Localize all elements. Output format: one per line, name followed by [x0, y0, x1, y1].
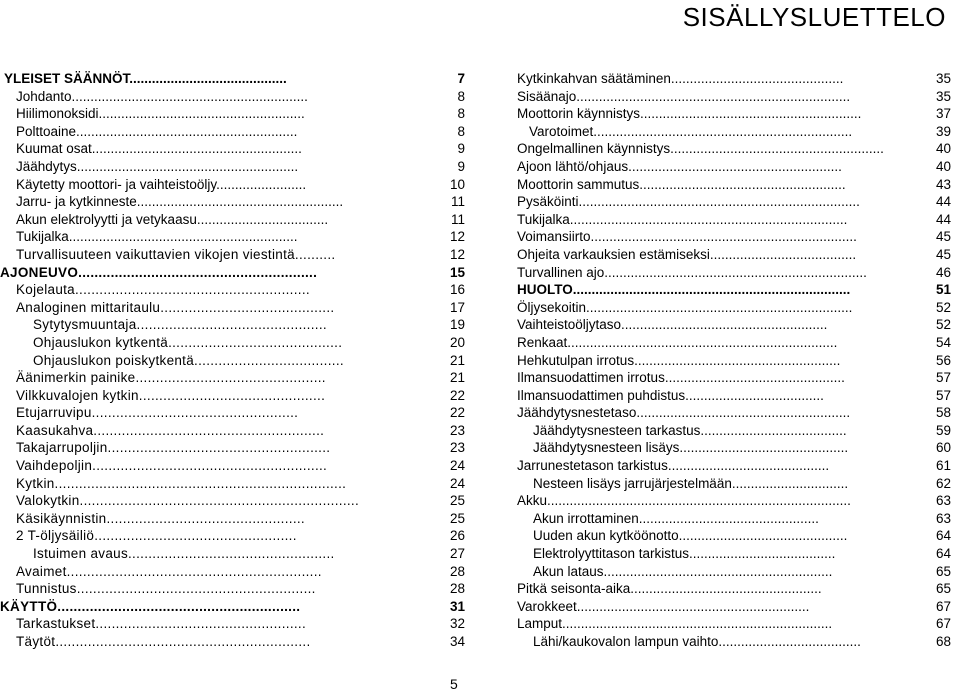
toc-entry[interactable]: [0, 228, 465, 246]
toc-entry-title: Hehkutulpan irrotus.......................................................: [517, 352, 841, 368]
toc-entry-page: 68: [935, 634, 951, 649]
toc-entry-title: Ajoon lähtö/ohjaus.........................................................: [517, 158, 842, 174]
toc-entry-title: Täytöt...............................................................: [16, 634, 311, 649]
toc-left-column: [0, 70, 465, 651]
toc-entry[interactable]: [0, 563, 465, 581]
toc-entry[interactable]: [0, 422, 465, 440]
toc-entry-page: 67: [935, 616, 951, 632]
toc-entry[interactable]: [513, 299, 951, 317]
toc-entry-title: Analoginen mittaritaulu...........................................: [16, 299, 335, 315]
toc-entry-title: Turvallisuuteen vaikuttavien vikojen viestintä..........: [16, 246, 336, 262]
toc-entry-title: Uuden akun kytköönotto.............................................: [533, 528, 848, 544]
toc-entry-title: Jäähdytysnesteen tarkastus.......................................: [533, 422, 847, 438]
toc-entry-page: 61: [935, 458, 951, 474]
toc-entry[interactable]: [0, 439, 465, 457]
toc-entry-title: Sytytysmuuntaja...............................................: [33, 317, 327, 333]
toc-entry[interactable]: [0, 316, 465, 334]
toc-entry-page: 16: [449, 282, 465, 298]
toc-entry-title: Voimansiirto.......................................................................: [517, 229, 857, 245]
toc-entry[interactable]: [513, 88, 951, 106]
toc-entry-title: Ongelmallinen käynnistys.........................................................: [517, 141, 884, 157]
toc-entry-page: 21: [449, 352, 465, 368]
page-number: 5: [450, 676, 458, 692]
toc-entry-page: 8: [457, 123, 465, 139]
toc-entry-title: HUOLTO..........................................................................: [517, 282, 851, 298]
toc-entry-page: 67: [935, 598, 951, 614]
toc-entry-title: Polttoaine...........................................................: [16, 123, 298, 139]
toc-entry-title: YLEISET SÄÄNNÖT..........................................: [4, 71, 287, 86]
toc-entry[interactable]: [513, 404, 951, 422]
toc-entry[interactable]: [0, 88, 465, 106]
toc-entry[interactable]: [513, 545, 951, 563]
toc-entry-title: Akku.................................................................................: [517, 493, 851, 509]
toc-entry-page: 17: [449, 299, 465, 315]
toc-entry-title: Äänimerkin painike...............................................: [16, 370, 326, 386]
toc-entry[interactable]: [513, 563, 951, 581]
toc-entry-title: Moottorin käynnistys...........................................................: [517, 106, 862, 122]
toc-entry-page: 11: [450, 211, 465, 227]
toc-entry-title: Kojelauta..........................................................: [16, 282, 310, 298]
toc-entry-title: Renkaat........................................................................: [517, 334, 838, 350]
toc-entry-page: 32: [449, 616, 465, 632]
toc-entry-title: Tukijalka.............................................................: [16, 229, 298, 245]
toc-entry-title: Nesteen lisäys jarrujärjestelmään...............................: [533, 475, 849, 491]
toc-entry-page: 10: [449, 176, 465, 192]
toc-entry-page: 52: [935, 299, 951, 315]
toc-entry[interactable]: [0, 211, 465, 229]
toc-entry-page: 22: [449, 387, 465, 403]
toc-entry-page: 54: [935, 334, 951, 350]
toc-entry-page: 7: [457, 71, 465, 86]
toc-entry-page: 8: [457, 88, 465, 104]
toc-entry-page: 43: [935, 176, 951, 192]
toc-entry[interactable]: [0, 176, 465, 194]
toc-entry[interactable]: [0, 158, 465, 176]
toc-entry-page: 25: [449, 493, 465, 509]
toc-entry[interactable]: [513, 492, 951, 510]
toc-entry[interactable]: [513, 527, 951, 545]
toc-entry-page: 56: [935, 352, 951, 368]
toc-entry-page: 58: [935, 405, 951, 421]
toc-entry-title: Kuumat osat........................................................: [16, 141, 302, 157]
toc-entry-title: Ohjauslukon poiskytkentä.....................................: [33, 352, 344, 368]
toc-entry-title: Tarkastukset....................................................: [16, 616, 307, 632]
toc-entry-page: 12: [449, 229, 465, 245]
toc-entry[interactable]: [0, 527, 465, 545]
toc-entry-title: Valokytkin.....................................................................: [16, 493, 360, 509]
toc-entry[interactable]: [513, 439, 951, 457]
toc-entry-title: Ohjeita varkauksien estämiseksi.......................................: [517, 246, 857, 262]
toc-entry[interactable]: [513, 70, 951, 88]
toc-entry-page: 46: [935, 264, 951, 280]
toc-entry[interactable]: [513, 457, 951, 475]
toc-entry-title: Ilmansuodattimen irrotus................................................: [517, 370, 845, 386]
toc-entry-title: Käsikäynnistin.................................................: [16, 510, 305, 526]
toc-entry-title: Jäähdytys...........................................................: [16, 158, 299, 174]
toc-entry[interactable]: [0, 140, 465, 158]
toc-entry-title: KÄYTTÖ............................................................: [0, 598, 301, 614]
toc-entry[interactable]: [0, 70, 465, 88]
toc-entry-title: Jäähdytysnesteen lisäys.............................................: [533, 440, 849, 456]
toc-entry-title: Kytkinkahvan säätäminen..............................................: [517, 71, 844, 86]
toc-entry[interactable]: [0, 369, 465, 387]
toc-entry-title: Tukijalka..........................................................................: [517, 211, 848, 227]
toc-entry[interactable]: [513, 281, 951, 299]
toc-entry[interactable]: [0, 387, 465, 405]
toc-entry[interactable]: [0, 457, 465, 475]
toc-entry[interactable]: [0, 246, 465, 264]
toc-entry-title: Hiilimonoksidi.......................................................: [16, 106, 305, 122]
toc-entry-title: Varokkeet..............................................................: [517, 598, 810, 614]
toc-entry-title: Käytetty moottori- ja vaihteistoöljy........................: [16, 176, 307, 192]
toc-entry-page: 24: [449, 458, 465, 474]
toc-entry-page: 40: [935, 141, 951, 157]
toc-entry-page: 28: [449, 581, 465, 597]
toc-entry-title: Turvallinen ajo......................................................................: [517, 264, 867, 280]
toc-entry-page: 8: [457, 106, 465, 122]
toc-entry-title: 2 T-öljysäiliö..................................................: [16, 528, 297, 544]
toc-entry-title: Varotoimet.....................................................................: [529, 123, 853, 139]
toc-entry[interactable]: [0, 510, 465, 528]
toc-entry-title: Sisäänajo.........................................................................: [517, 88, 851, 104]
toc-entry[interactable]: [513, 193, 951, 211]
toc-entry-title: Lähi/kaukovalon lampun vaihto......................................: [533, 634, 861, 649]
toc-right-column: [513, 70, 951, 651]
toc-entry-page: 27: [449, 546, 465, 562]
toc-entry[interactable]: [0, 352, 465, 370]
toc-entry[interactable]: [0, 193, 465, 211]
toc-entry[interactable]: [513, 176, 951, 194]
toc-entry-title: Akun elektrolyytti ja vetykaasu...................................: [16, 211, 329, 227]
toc-entry[interactable]: [0, 475, 465, 493]
toc-entry-title: Jarru- ja kytkinneste.......................................................: [16, 194, 344, 210]
toc-entry-page: 22: [449, 405, 465, 421]
toc-entry-page: 57: [935, 387, 951, 403]
toc-entry-page: 65: [935, 563, 951, 579]
toc-entry[interactable]: [513, 580, 951, 598]
toc-entry-page: 34: [449, 634, 465, 649]
toc-entry-title: Istuimen avaus...................................................: [33, 546, 335, 562]
toc-entry-page: 62: [935, 475, 951, 491]
toc-entry-page: 57: [935, 370, 951, 386]
toc-entry[interactable]: [0, 598, 465, 616]
toc-entry-page: 11: [450, 194, 465, 210]
toc-entry-page: 21: [449, 370, 465, 386]
page-title: SISÄLLYSLUETTELO: [682, 2, 946, 32]
toc-entry[interactable]: [0, 580, 465, 598]
toc-entry[interactable]: [513, 387, 951, 405]
toc-entry-title: Akun irrottaminen................................................: [533, 510, 819, 526]
toc-entry-title: Takajarrupoljin.......................................................: [16, 440, 331, 456]
toc-entry-page: 15: [449, 264, 465, 280]
toc-entry-page: 26: [449, 528, 465, 544]
toc-entry[interactable]: [0, 334, 465, 352]
toc-entry-page: 63: [935, 493, 951, 509]
toc-entry[interactable]: [513, 510, 951, 528]
toc-entry-page: 20: [449, 334, 465, 350]
toc-entry-page: 60: [935, 440, 951, 456]
toc-entry-page: 44: [935, 211, 951, 227]
toc-entry-title: AJONEUVO...........................................................: [0, 264, 318, 280]
toc-entry[interactable]: [513, 598, 951, 616]
toc-entry-page: 23: [449, 440, 465, 456]
toc-entry-title: Moottorin sammutus.......................................................: [517, 176, 846, 192]
toc-entry[interactable]: [513, 105, 951, 123]
toc-entry[interactable]: [513, 422, 951, 440]
toc-entry-title: Ilmansuodattimen puhdistus.....................................: [517, 387, 824, 403]
toc-entry-page: 40: [935, 158, 951, 174]
toc-entry-title: Pitkä seisonta-aika...................................................: [517, 581, 822, 597]
toc-entry-title: Kaasukahva.........................................................: [16, 422, 325, 438]
toc-entry[interactable]: [0, 545, 465, 563]
toc-entry[interactable]: [0, 404, 465, 422]
toc-entry-title: Jarrunestetason tarkistus...........................................: [517, 458, 830, 474]
toc-entry-page: 24: [449, 475, 465, 491]
toc-entry[interactable]: [513, 158, 951, 176]
toc-entry-page: 35: [935, 88, 951, 104]
toc-entry[interactable]: [513, 246, 951, 264]
toc-entry[interactable]: [513, 140, 951, 158]
toc-entry[interactable]: [513, 123, 951, 141]
toc-entry-page: 63: [935, 510, 951, 526]
toc-entry-page: 44: [935, 194, 951, 210]
toc-entry[interactable]: [513, 352, 951, 370]
toc-entry-title: Vilkkuvalojen kytkin..............................................: [16, 387, 326, 403]
toc-entry-page: 64: [935, 528, 951, 544]
toc-entry-page: 23: [449, 422, 465, 438]
toc-entry-page: 9: [457, 141, 465, 157]
toc-entry-page: 28: [449, 563, 465, 579]
toc-entry[interactable]: [513, 211, 951, 229]
toc-entry-page: 19: [449, 317, 465, 333]
toc-entry[interactable]: [513, 316, 951, 334]
toc-entry-title: Vaihdepoljin..........................................................: [16, 458, 328, 474]
toc-entry-page: 12: [449, 246, 465, 262]
toc-entry-page: 31: [449, 598, 465, 614]
toc-entry-title: Öljysekoitin.......................................................................: [517, 299, 853, 315]
toc-entry-title: Lamput........................................................................: [517, 616, 833, 632]
toc-entry[interactable]: [513, 633, 951, 651]
toc-entry-page: 25: [449, 510, 465, 526]
toc-entry-title: Pysäköinti...........................................................................: [517, 194, 860, 210]
toc-entry-page: 9: [457, 158, 465, 174]
toc-entry[interactable]: [0, 615, 465, 633]
toc-entry-page: 51: [935, 282, 951, 298]
toc-entry-page: 45: [935, 229, 951, 245]
toc-entry[interactable]: [0, 123, 465, 141]
toc-entry-page: 45: [935, 246, 951, 262]
toc-entry-title: Jäähdytysnestetaso.........................................................: [517, 405, 851, 421]
toc-entry-page: 59: [935, 422, 951, 438]
toc-entry-page: 52: [935, 317, 951, 333]
toc-entry[interactable]: [0, 633, 465, 651]
toc-entry[interactable]: [513, 475, 951, 493]
toc-entry-title: Etujarruvipu...................................................: [16, 405, 299, 421]
toc-entry[interactable]: [513, 264, 951, 282]
toc-entry-title: Elektrolyyttitason tarkistus.......................................: [533, 546, 836, 562]
toc-entry[interactable]: [513, 334, 951, 352]
toc-entry-title: Johdanto...............................................................: [16, 88, 308, 104]
toc-entry-title: Tunnistus...........................................................: [16, 581, 316, 597]
toc-entry[interactable]: [513, 615, 951, 633]
toc-entry[interactable]: [0, 264, 465, 282]
toc-entry[interactable]: [513, 228, 951, 246]
toc-entry-title: Avaimet...............................................................: [16, 563, 322, 579]
toc-entry-title: Akun lataus.............................................................: [533, 563, 833, 579]
toc-entry[interactable]: [513, 369, 951, 387]
toc-entry-page: 65: [935, 581, 951, 597]
toc-entry-page: 37: [935, 106, 951, 122]
toc-entry-page: 39: [935, 123, 951, 139]
toc-entry-title: Kytkin........................................................................: [16, 475, 347, 491]
toc-entry-page: 35: [935, 71, 951, 86]
toc-entry[interactable]: [0, 492, 465, 510]
toc-entry[interactable]: [0, 105, 465, 123]
toc-entry-title: Ohjauslukon kytkentä...........................................: [33, 334, 343, 350]
toc-entry-title: Vaihteistoöljytaso.......................................................: [517, 317, 828, 333]
toc-entry[interactable]: [0, 281, 465, 299]
toc-entry[interactable]: [0, 299, 465, 317]
toc-entry-page: 64: [935, 546, 951, 562]
